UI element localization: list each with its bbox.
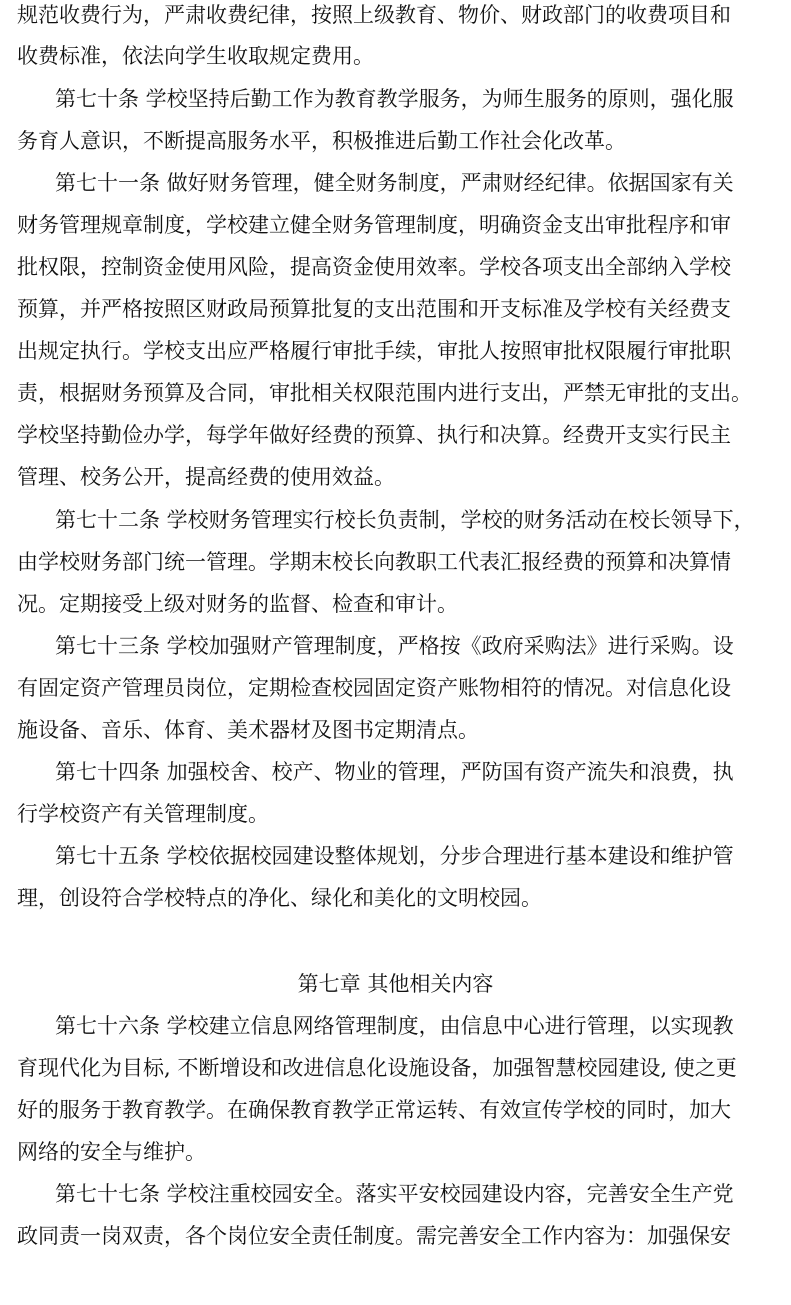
text-line: 责，根据财务预算及合同，审批相关权限范围内进行支出，严禁无审批的支出。 — [17, 381, 752, 405]
article-76-text: 第七十六条 学校建立信息网络管理制度，由信息中心进行管理，以实现教 — [55, 1014, 734, 1038]
text-line: 由学校财务部门统一管理。学期末校长向教职工代表汇报经费的预算和决算情 — [17, 550, 731, 574]
text-line: 规范收费行为，严肃收费纪律，按照上级教育、物价、财政部门的收费项目和 — [17, 3, 731, 27]
text-line: 育现代化为目标, 不断增设和改进信息化设施设备，加强智慧校园建设, 使之更 — [17, 1056, 737, 1080]
chapter-heading: 第七章 其他相关内容 — [297, 972, 494, 996]
article-73-text: 第七十三条 学校加强财产管理制度，严格按《政府采购法》进行采购。设 — [55, 634, 734, 658]
text-line: 收费标准，依法向学生收取规定费用。 — [17, 44, 374, 68]
text-line: 预算，并严格按照区财政局预算批复的支出范围和开支标准及学校有关经费支 — [17, 297, 731, 321]
text-line: 务育人意识，不断提高服务水平，积极推进后勤工作社会化改革。 — [17, 129, 626, 153]
text-line: 财务管理规章制度，学校建立健全财务管理制度，明确资金支出审批程序和审 — [17, 213, 731, 237]
text-line: 理，创设符合学校特点的净化、绿化和美化的文明校园。 — [17, 886, 542, 910]
text-line: 有固定资产管理员岗位，定期检查校园固定资产账物相符的情况。对信息化设 — [17, 676, 731, 700]
article-74-text: 第七十四条 加强校舍、校产、物业的管理，严防国有资产流失和浪费，执 — [55, 760, 734, 784]
article-72-text: 第七十二条 学校财务管理实行校长负责制，学校的财务活动在校长领导下， — [55, 508, 755, 532]
text-line: 网络的安全与维护。 — [17, 1140, 206, 1164]
article-77-text: 第七十七条 学校注重校园安全。落实平安校园建设内容，完善安全生产党 — [55, 1182, 734, 1206]
text-line: 学校坚持勤俭办学，每学年做好经费的预算、执行和决算。经费开支实行民主 — [17, 423, 731, 447]
article-70-text: 第七十条 学校坚持后勤工作为教育教学服务，为师生服务的原则，强化服 — [55, 87, 734, 111]
text-line: 出规定执行。学校支出应严格履行审批手续，审批人按照审批权限履行审批职 — [17, 339, 731, 363]
text-line: 况。定期接受上级对财务的监督、检查和审计。 — [17, 592, 458, 616]
text-line: 行学校资产有关管理制度。 — [17, 802, 269, 826]
text-line: 好的服务于教育教学。在确保教育教学正常运转、有效宣传学校的同时，加大 — [17, 1098, 731, 1122]
text-line: 政同责一岗双责，各个岗位安全责任制度。需完善安全工作内容为：加强保安 — [17, 1224, 731, 1248]
article-75-text: 第七十五条 学校依据校园建设整体规划，分步合理进行基本建设和维护管 — [55, 844, 734, 868]
text-line: 批权限，控制资金使用风险，提高资金使用效率。学校各项支出全部纳入学校 — [17, 255, 731, 279]
article-71-text: 第七十一条 做好财务管理，健全财务制度，严肃财经纪律。依据国家有关 — [55, 171, 734, 195]
text-line: 施设备、音乐、体育、美术器材及图书定期清点。 — [17, 718, 479, 742]
text-line: 管理、校务公开，提高经费的使用效益。 — [17, 465, 395, 489]
